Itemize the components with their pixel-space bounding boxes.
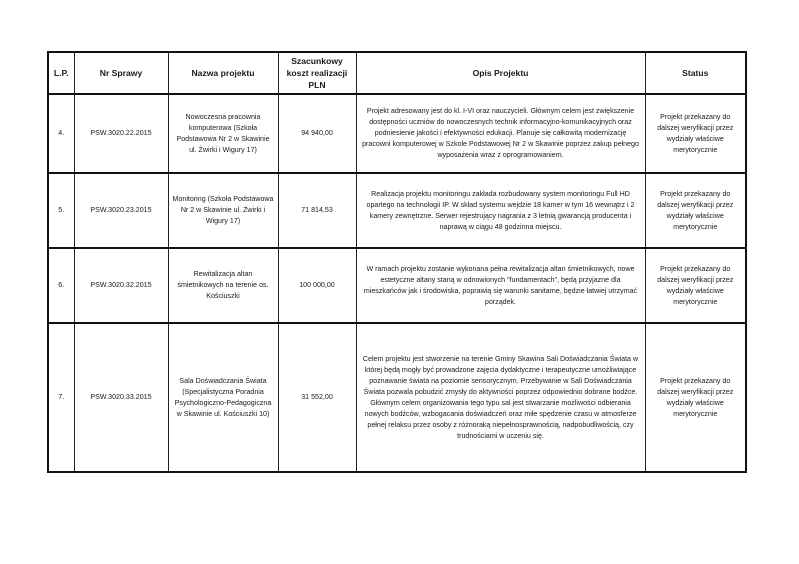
cell-nazwa: Monitoring (Szkoła Podstawowa Nr 2 w Skawinie ul. Żwirki i Wigury 17) xyxy=(168,173,278,248)
cell-status: Projekt przekazany do dalszej weryfikacji przez wydziały właściwe merytorycznie xyxy=(645,173,746,248)
cell-opis: W ramach projektu zostanie wykonana pełna rewitalizacja altan śmietnikowych, nowe estetyczne altany staną w odnowionych "fundamentach", będą przyjazne dla mieszkańców jak i środowiska, poprawią się warunki sanitarne, będzie łatwiej utrzymać porządek. xyxy=(356,248,645,323)
projects-table xyxy=(47,51,747,473)
table-row xyxy=(48,323,746,472)
cell-opis: Realizacja projektu monitoringu zakłada rozbudowany system monitoringu Full HD opartego na technologii IP. W skład systemu wejdzie 18 kamer w tym 16 wewnątrz i 2 kamery zewnętrzne. Serwer rejestrujący nagrania z 3 letnią gwarancją producenta i naprawą w ciągu 48 godzinna miejscu. xyxy=(356,173,645,248)
table-row xyxy=(48,173,746,248)
cell-lp: 6. xyxy=(48,248,74,323)
header-row xyxy=(48,52,746,94)
cell-status: Projekt przekazany do dalszej weryfikacji przez wydziały właściwe merytorycznie xyxy=(645,323,746,472)
cell-koszt: 100 000,00 xyxy=(278,248,356,323)
cell-nazwa: Sala Doświadczania Świata (Specjalistyczna Poradnia Psychologiczno-Pedagogiczna w Skawinie ul. Kościuszki 10) xyxy=(168,323,278,472)
header-nazwa-projektu: Nazwa projektu xyxy=(168,52,278,94)
cell-lp: 4. xyxy=(48,94,74,173)
cell-koszt: 94 940,00 xyxy=(278,94,356,173)
cell-nr-sprawy: PSW.3020.32.2015 xyxy=(74,248,168,323)
table-row xyxy=(48,248,746,323)
header-lp: L.P. xyxy=(48,52,74,94)
cell-nr-sprawy: PSW.3020.33.2015 xyxy=(74,323,168,472)
cell-nazwa: Rewitalizacja altan śmietnikowych na terenie os. Kościuszki xyxy=(168,248,278,323)
cell-nr-sprawy: PSW.3020.23.2015 xyxy=(74,173,168,248)
cell-koszt: 71 814,53 xyxy=(278,173,356,248)
cell-status: Projekt przekazany do dalszej weryfikacji przez wydziały właściwe merytorycznie xyxy=(645,94,746,173)
cell-lp: 7. xyxy=(48,323,74,472)
cell-nazwa: Nowoczesna pracownia komputerowa (Szkoła Podstawowa Nr 2 w Skawinie ul. Żwirki i Wigury 17) xyxy=(168,94,278,173)
header-status: Status xyxy=(645,52,746,94)
header-koszt: Szacunkowy koszt realizacji PLN xyxy=(278,52,356,94)
cell-status: Projekt przekazany do dalszej weryfikacji przez wydziały właściwe merytorycznie xyxy=(645,248,746,323)
cell-opis: Celem projektu jest stworzenie na terenie Gminy Skawina Sali Doświadczania Świata w której będą mogły być prowadzone zajęcia dydaktyczne i terapeutyczne umożliwiające poznawanie świata na poziomie sensorycznym. Przebywanie w Sali Doświadczania Świata pozwala pobudzić zmysły do aktywności poprzez odpowiednio dobrane bodźce. Głównym celem organizowania tego typu sal jest stwarzanie możliwości odbierania nowych bodźców, wzbogacania doświadczeń oraz miłe spędzenie czasu w atmosferze pełnej relaksu przez osoby z różnoraką niepełnosprawnością, nadpobudliwością, czy trudnościami w uczeniu się. xyxy=(356,323,645,472)
cell-koszt: 31 552,00 xyxy=(278,323,356,472)
cell-lp: 5. xyxy=(48,173,74,248)
cell-opis: Projekt adresowany jest do kl. I-VI oraz nauczycieli. Głównym celem jest zwiększenie dostępności uczniów do nowoczesnych technik informacyjno-komunikacyjnych oraz podniesienie jakości i efektywności edukacji. Planuje się całkowitą modernizację pracowni komputerowej w Szkole Podstawowej Nr 2 w Skawinie poprzez zakup pełnego wyposażenia wraz z oprogramowaniem. xyxy=(356,94,645,173)
header-nr-sprawy: Nr Sprawy xyxy=(74,52,168,94)
cell-nr-sprawy: PSW.3020.22.2015 xyxy=(74,94,168,173)
header-opis-projektu: Opis Projektu xyxy=(356,52,645,94)
table-row xyxy=(48,94,746,173)
